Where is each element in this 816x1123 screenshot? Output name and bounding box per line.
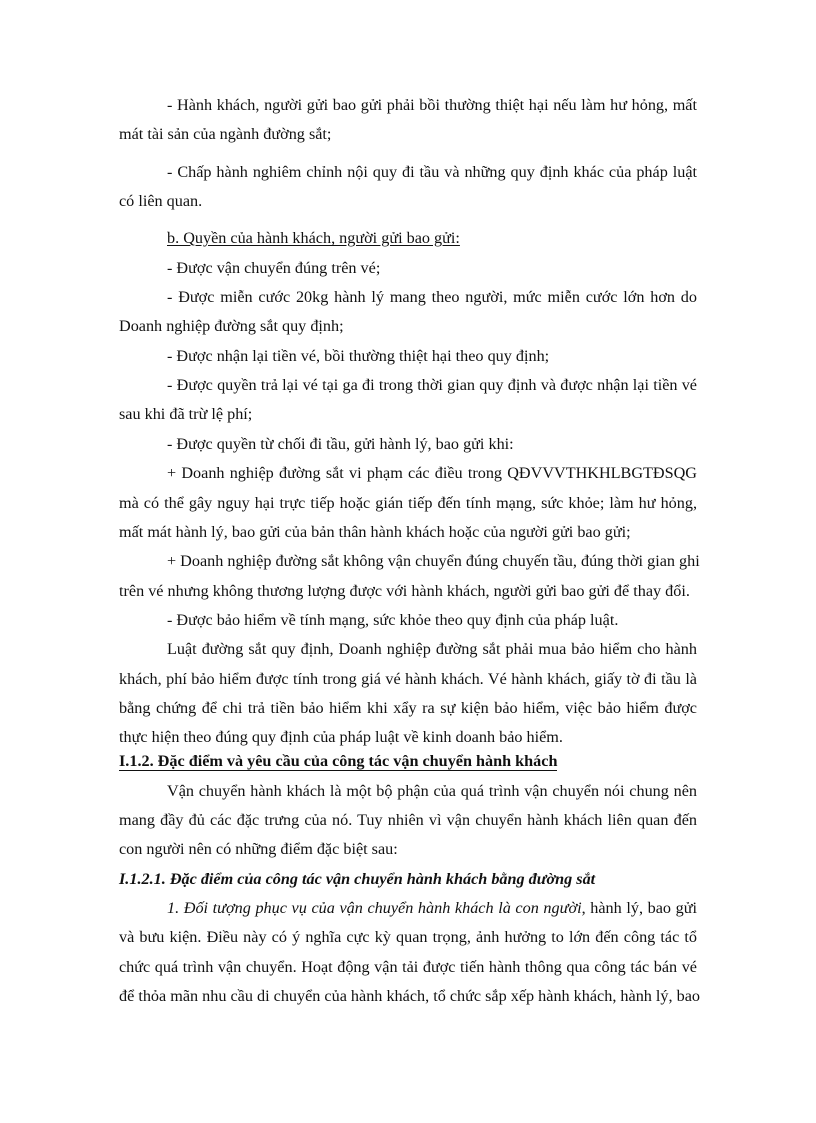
paragraph-line: - Được miễn cước 20kg hành lý mang theo người, mức miễn cước lớn hơn do [167,288,697,306]
subheading-rights: b. Quyền của hành khách, người gửi bao gửi: [167,229,460,247]
paragraph-line: Luật đường sắt quy định, Doanh nghiệp đường sắt phải mua bảo hiểm cho hành [167,640,697,658]
paragraph-line [119,898,697,918]
paragraph-line: chức quá trình vận chuyển. Hoạt động vận tải được tiến hành thông qua công tác bán vé [119,958,697,976]
paragraph-line: + Doanh nghiệp đường sắt vi phạm các điều trong QĐVVVTHKHLBGTĐSQG [167,464,697,482]
paragraph-line: trên vé nhưng không thương lượng được với hành khách, người gửi bao gửi để thay đổi. [119,582,690,600]
paragraph-line: mang đầy đủ các đặc trưng của nó. Tuy nhiên vì vận chuyển hành khách liên quan đến [119,811,697,829]
paragraph-line: để thỏa mãn nhu cầu di chuyển của hành khách, tổ chức sắp xếp hành khách, hành lý, bao [119,987,700,1005]
section-heading [119,751,697,771]
paragraph-line: mà có thể gây nguy hại trực tiếp hoặc gián tiếp đến tính mạng, sức khỏe; làm hư hỏng, [119,494,697,512]
paragraph-line: sau khi đã trừ lệ phí; [119,405,253,423]
section-heading-text: I.1.2. Đặc điểm và yêu cầu của công tác vận chuyển hành khách [119,752,558,770]
paragraph-line: Doanh nghiệp đường sắt quy định; [119,317,344,335]
paragraph-line: - Được quyền từ chối đi tầu, gửi hành lý, bao gửi khi: [167,435,514,453]
paragraph-line: con người nên có những điểm đặc biệt sau: [119,840,398,858]
paragraph-line: Vận chuyển hành khách là một bộ phận của quá trình vận chuyển nói chung nên [167,782,697,800]
paragraph-line: có liên quan. [119,192,203,210]
paragraph-line: và bưu kiện. Điều này có ý nghĩa cực kỳ quan trọng, ảnh hưởng to lớn đến công tác tổ [119,928,697,946]
lead-continuation: , hành lý, bao gửi [581,899,697,917]
subsection-heading: I.1.2.1. Đặc điểm của công tác vận chuyển hành khách bằng đường sắt [119,870,596,888]
paragraph-line: - Được bảo hiểm về tính mạng, sức khỏe theo quy định của pháp luật. [167,611,619,629]
subheading-line [119,228,697,248]
paragraph-line: - Hành khách, người gửi bao gửi phải bồi thường thiệt hại nếu làm hư hỏng, mất [167,96,697,114]
paragraph-line: bằng chứng để chi trả tiền bảo hiểm khi xẩy ra sự kiện bảo hiểm, việc bảo hiểm được [119,699,697,717]
paragraph-line: - Được nhận lại tiền vé, bồi thường thiệt hại theo quy định; [167,347,550,365]
paragraph-line: mất mát hành lý, bao gửi của bản thân hành khách hoặc của người gửi bao gửi; [119,523,631,541]
paragraph-line: khách, phí bảo hiểm được tính trong giá vé hành khách. Vé hành khách, giấy tờ đi tầu là [119,670,697,688]
paragraph-line: - Chấp hành nghiêm chỉnh nội quy đi tầu và những quy định khác của pháp luật [167,163,697,181]
paragraph-line: thực hiện theo đúng quy định của pháp luật về kinh doanh bảo hiểm. [119,728,563,746]
paragraph-line: - Được quyền trả lại vé tại ga đi trong thời gian quy định và được nhận lại tiền vé [167,376,697,394]
paragraph-line: + Doanh nghiệp đường sắt không vận chuyển đúng chuyến tầu, đúng thời gian ghi [167,552,700,570]
paragraph-line: mát tài sản của ngành đường sắt; [119,125,332,143]
italic-lead: 1. Đối tượng phục vụ của vận chuyển hành khách là con người [167,899,582,917]
paragraph-line: - Được vận chuyển đúng trên vé; [167,259,381,277]
